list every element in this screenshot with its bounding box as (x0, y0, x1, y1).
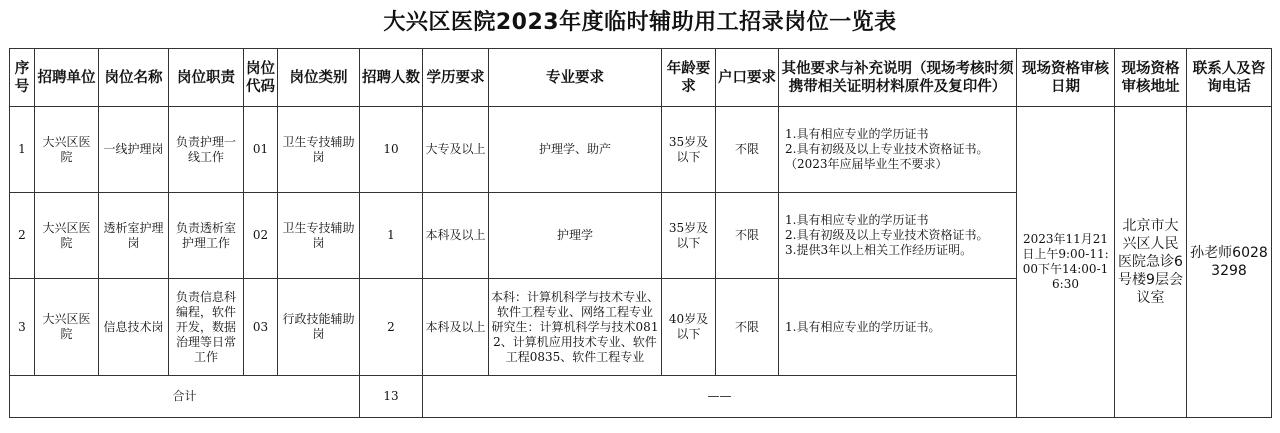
row-count: 2 (360, 279, 423, 376)
requirement-line: 2.具有初级及以上专业技术资格证书。 (785, 228, 989, 242)
header-no: 序号 (10, 49, 35, 107)
row-duty: 负责透析室护理工作 (169, 193, 244, 279)
requirement-line: 1.具有相应专业的学历证书 (785, 127, 929, 141)
recruitment-table (9, 48, 1272, 418)
header-hukou: 户口要求 (716, 49, 779, 107)
row-edu: 本科及以上 (423, 279, 489, 376)
total-label: 合计 (10, 376, 360, 418)
row-code: 02 (244, 193, 278, 279)
row-major: 本科：计算机科学与技术专业、软件工程专业、网络工程专业 研究生：计算机科学与技术0812、计算机应用技术专业、软件工程0835、软件工程专业 (489, 279, 662, 376)
row-no: 3 (10, 279, 35, 376)
requirement-line: 3.提供3年以上相关工作经历证明。 (785, 243, 973, 257)
requirement-line: 1.具有相应专业的学历证书。 (785, 319, 941, 334)
row-hukou: 不限 (716, 279, 779, 376)
row-unit: 大兴区医院 (35, 279, 99, 376)
total-dash: —— (423, 376, 1017, 418)
header-count: 招聘人数 (360, 49, 423, 107)
header-unit: 招聘单位 (35, 49, 99, 107)
header-post-name: 岗位名称 (99, 49, 169, 107)
header-duty: 岗位职责 (169, 49, 244, 107)
row-other (779, 279, 1017, 376)
requirement-line: 1.具有相应专业的学历证书 (785, 213, 929, 227)
row-code: 03 (244, 279, 278, 376)
row-age: 35岁及以下 (662, 107, 716, 193)
row-count: 10 (360, 107, 423, 193)
page-title: 大兴区医院2023年度临时辅助用工招录岗位一览表 (383, 10, 897, 35)
review-date-cell: 2023年11月21日上午9:00-11:00下午14:00-16:30 (1017, 107, 1115, 418)
table-row (10, 107, 1272, 193)
row-hukou: 不限 (716, 107, 779, 193)
header-major: 专业要求 (489, 49, 662, 107)
requirement-line: 2.具有初级及以上专业技术资格证书。 (785, 142, 989, 156)
row-other (779, 193, 1017, 279)
row-post-name: 一线护理岗 (99, 107, 169, 193)
row-duty: 负责护理一线工作 (169, 107, 244, 193)
header-other: 其他要求与补充说明（现场考核时须携带相关证明材料原件及复印件） (779, 49, 1017, 107)
row-major: 护理学 (489, 193, 662, 279)
header-code: 岗位代码 (244, 49, 278, 107)
row-unit: 大兴区医院 (35, 107, 99, 193)
row-no: 2 (10, 193, 35, 279)
row-code: 01 (244, 107, 278, 193)
header-contact: 联系人及咨询电话 (1187, 49, 1272, 107)
header-category: 岗位类别 (278, 49, 360, 107)
row-edu: 本科及以上 (423, 193, 489, 279)
row-age: 40岁及以下 (662, 279, 716, 376)
total-count: 13 (360, 376, 423, 418)
row-duty: 负责信息科编程，软件开发，数据治理等日常工作 (169, 279, 244, 376)
row-count: 1 (360, 193, 423, 279)
row-post-name: 透析室护理岗 (99, 193, 169, 279)
header-row (10, 49, 1272, 107)
contact-cell: 孙老师60283298 (1187, 107, 1272, 418)
row-category: 行政技能辅助岗 (278, 279, 360, 376)
row-edu: 大专及以上 (423, 107, 489, 193)
row-category: 卫生专技辅助岗 (278, 107, 360, 193)
row-other (779, 107, 1017, 193)
row-unit: 大兴区医院 (35, 193, 99, 279)
row-post-name: 信息技术岗 (99, 279, 169, 376)
header-review-date: 现场资格审核日期 (1017, 49, 1115, 107)
review-addr-cell: 北京市大兴区人民医院急诊6号楼9层会议室 (1115, 107, 1187, 418)
row-age: 35岁及以下 (662, 193, 716, 279)
header-edu: 学历要求 (423, 49, 489, 107)
row-major: 护理学、助产 (489, 107, 662, 193)
row-hukou: 不限 (716, 193, 779, 279)
requirement-line: （2023年应届毕业生不要求） (785, 157, 948, 171)
row-no: 1 (10, 107, 35, 193)
header-review-addr: 现场资格审核地址 (1115, 49, 1187, 107)
header-age: 年龄要求 (662, 49, 716, 107)
row-category: 卫生专技辅助岗 (278, 193, 360, 279)
